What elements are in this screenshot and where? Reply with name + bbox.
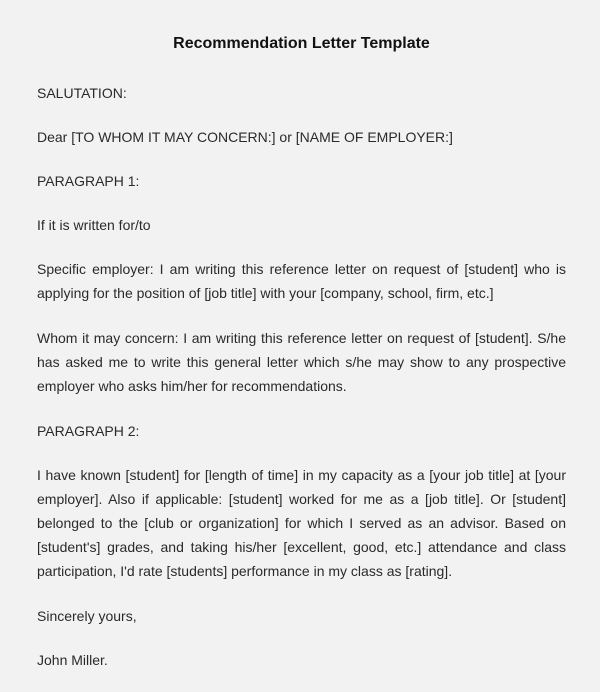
document-title: Recommendation Letter Template [173,35,430,52]
closing-text: Sincerely yours, [37,608,137,624]
paragraph-1-intro: If it is written for/to [37,217,151,233]
salutation-heading: SALUTATION: [37,85,127,101]
paragraph-2-text: I have known [student] for [length of time] in my capacity as a [your job title] at [your employer]. Also if applicable: [student] worked for me as a [job title]. Or [student] belonged to the [club or organization] for which I served as an advisor. Based on [student's] grades, and taking his/her [excellent, good, etc.] attendance and class participation, I'd rate [students] performance in my class as [rating]. [37,467,566,579]
signature-name: John Miller. [37,652,108,668]
paragraph-2-heading: PARAGRAPH 2: [37,423,140,439]
salutation-line: Dear [TO WHOM IT MAY CONCERN:] or [NAME OF EMPLOYER:] [37,129,453,145]
specific-employer-text: Specific employer: I am writing this reference letter on request of [student] who is applying for the position of [job title] with your [company, school, firm, etc.] [37,261,566,301]
paragraph-1-heading: PARAGRAPH 1: [37,173,140,189]
whom-it-may-concern-text: Whom it may concern: I am writing this reference letter on request of [student]. S/he has asked me to write this general letter which s/he may show to any prospective employer who asks him/her for recommendations. [37,330,566,394]
